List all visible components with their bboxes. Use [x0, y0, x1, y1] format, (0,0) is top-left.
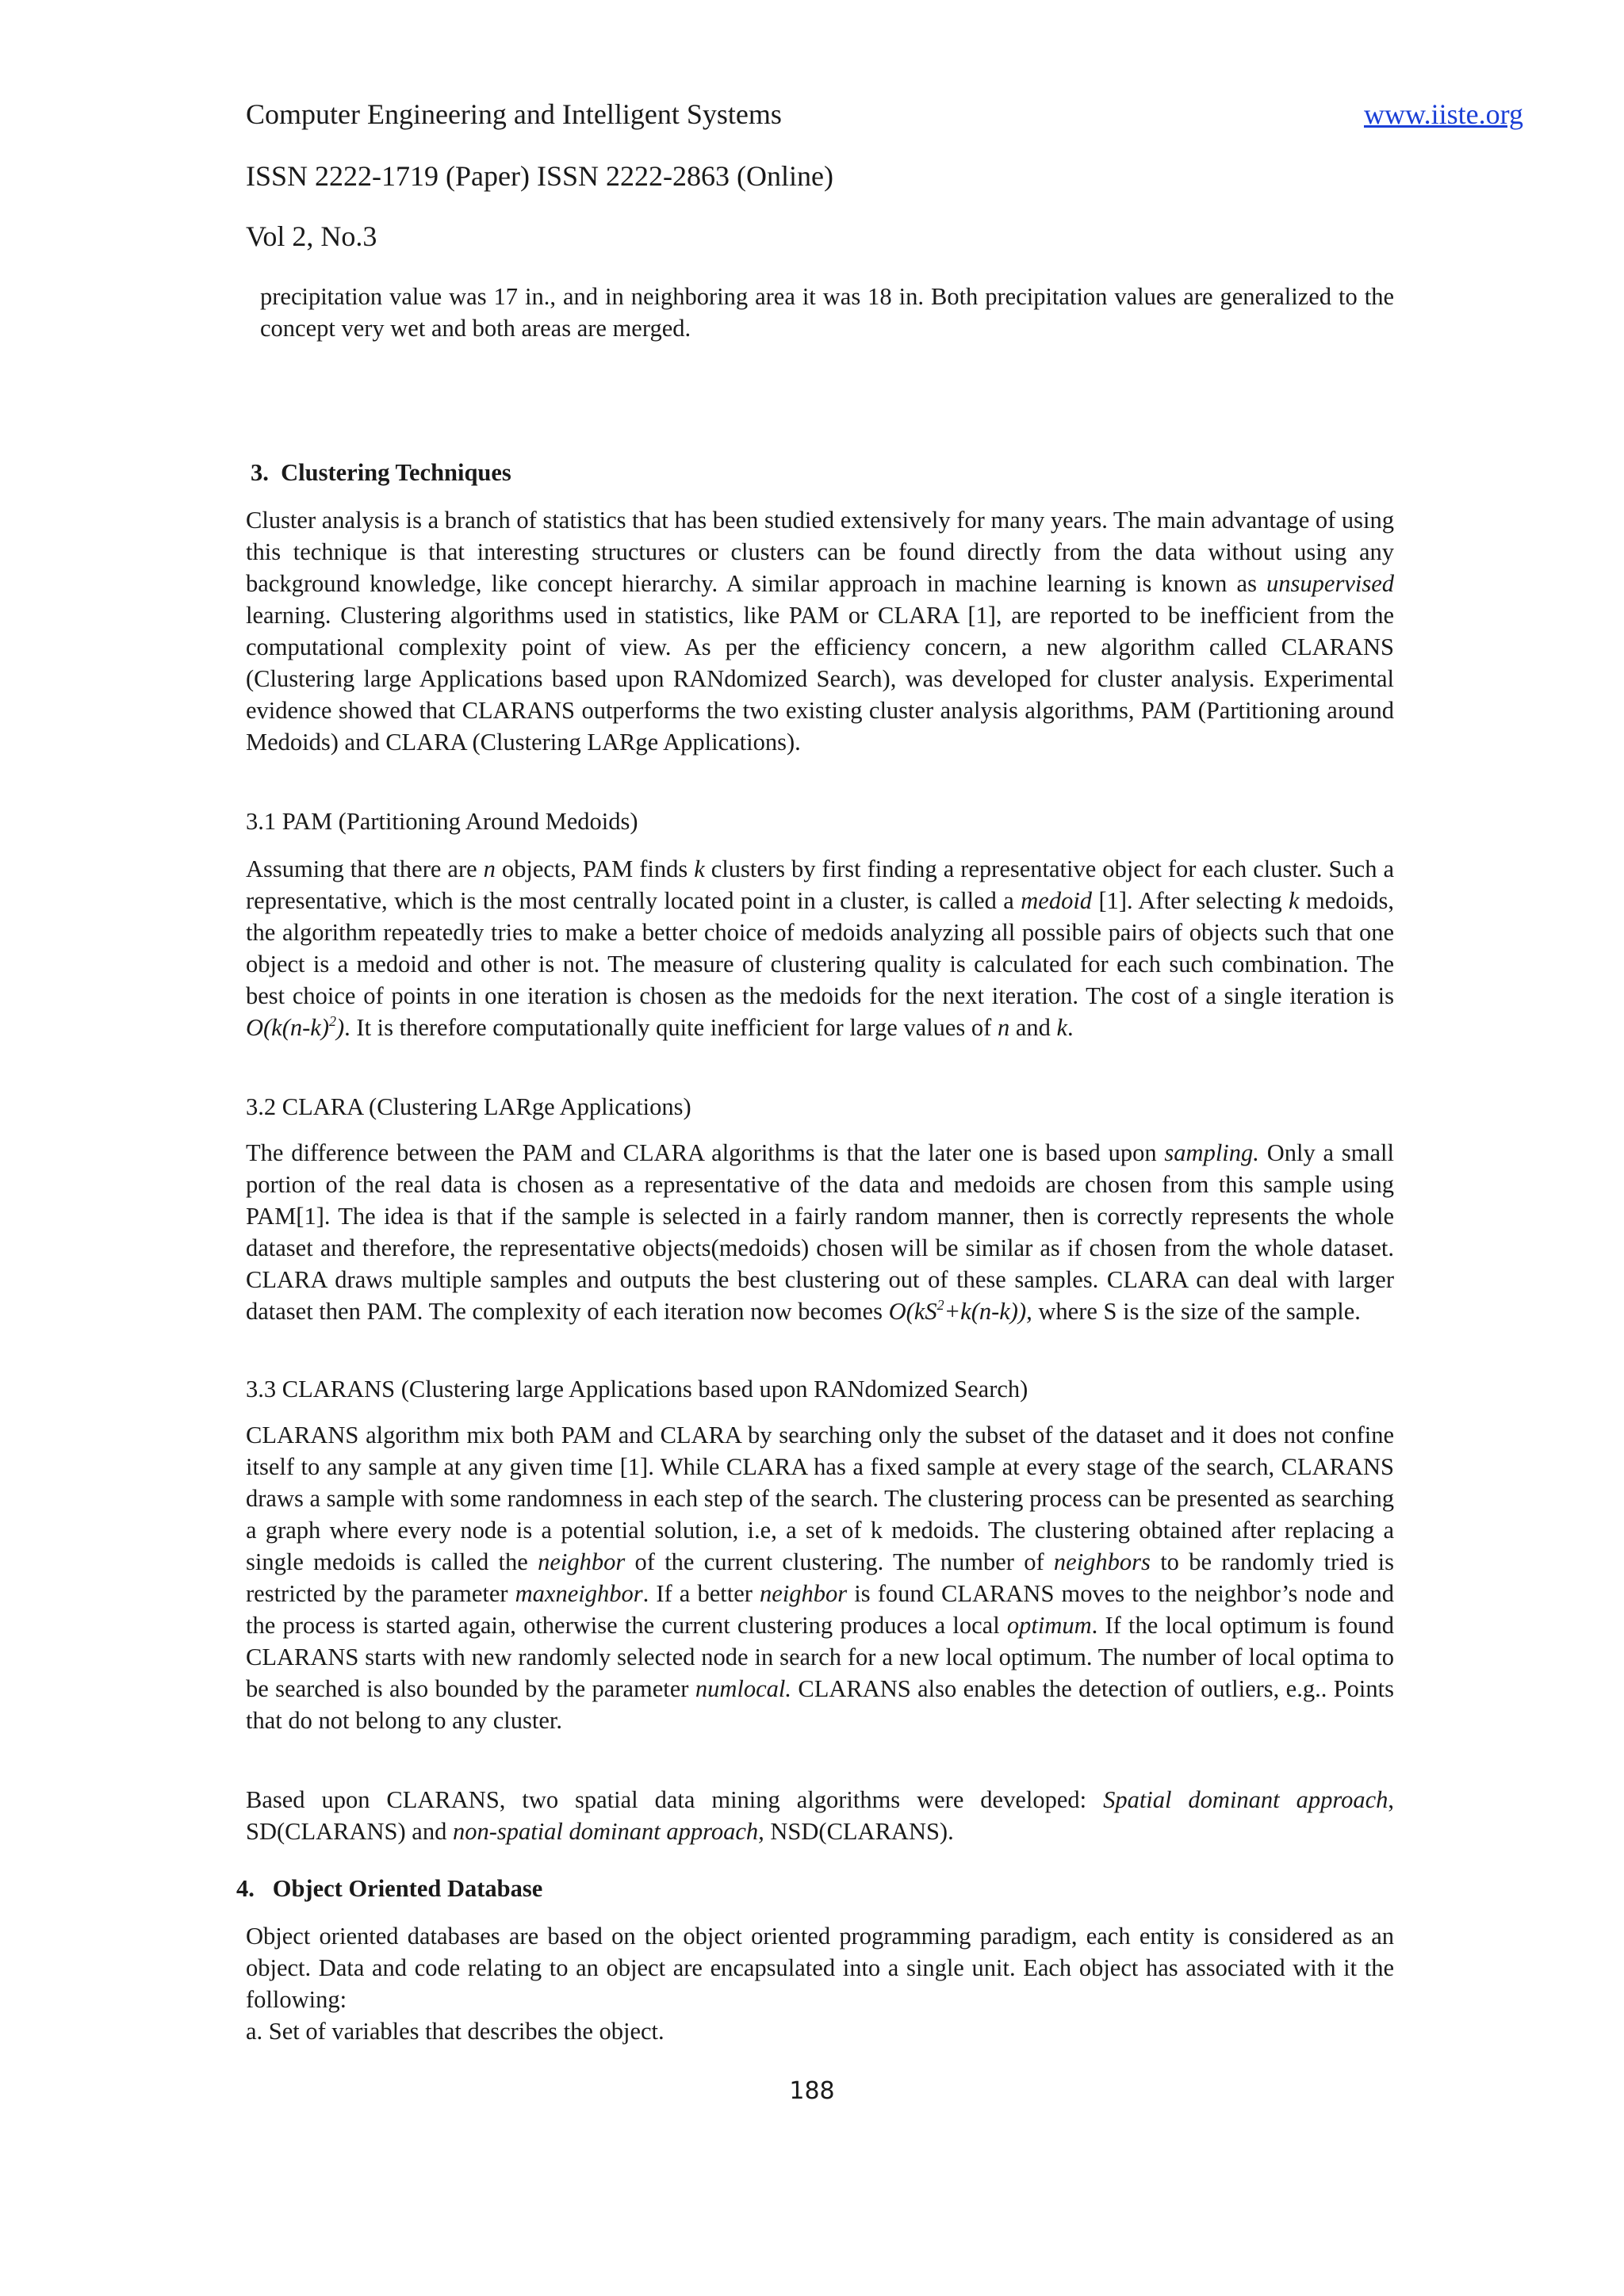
s33-text: . If the local optimum is found CLARANS starts with new randomly selected node in search for a new local optimum. The number of local optima to be searched is also bounded by the parameter [246, 1612, 1394, 1702]
section-3-number: 3. [251, 459, 269, 486]
s3-text-1: Cluster analysis is a branch of statistics that has been studied extensively for many years. The main advantage of using this technique is that interesting structures or clusters can be found directly from the data without using any background knowledge, like concept hierarchy. A similar approach in machine learning is known as [246, 507, 1394, 597]
s31-text: [1]. After selecting [1092, 887, 1289, 914]
s31-complexity-formula: $O(k(n-k)^2)$ [246, 1013, 345, 1041]
section-4-title: Object Oriented Database [272, 1875, 543, 1902]
s31-italic-k: k [1056, 1014, 1068, 1041]
journal-url-link[interactable]: www.iiste.org [1364, 98, 1523, 130]
intro-text: precipitation value was 17 in., and in neighboring area it was 18 in. Both precipitation values are generalized to the concept very wet and both areas are merged. [260, 283, 1394, 342]
s33-text: . If a better [642, 1580, 760, 1607]
s33-text: CLARANS algorithm mix both PAM and CLARA by searching only the subset of the dataset and it does not confine itself to any sample at any given time [1]. While CLARA has a fixed sample at every stage of the search, CLARANS draws a sample with some randomness in each step of the search. The clustering process can be presented as searching a graph where every node is a potential solution, i.e, a set of k medoids. The clustering obtained after replacing a single medoids is called the [246, 1422, 1394, 1575]
s33-italic-optimum: optimum [1006, 1612, 1092, 1639]
s3-italic-unsupervised: unsupervised [1266, 570, 1394, 597]
s4-text: Object oriented databases are based on the object oriented programming paradigm, each entity is considered as an object. Data and code relating to an object are encapsulated into a single unit. Each object has associated with it the following: [246, 1923, 1394, 2013]
subsection-3-2-paragraph [246, 1137, 1394, 1327]
s33-text: to be randomly tried is restricted by the parameter [246, 1548, 1395, 1607]
page-number: 188 [789, 2077, 835, 2105]
s31-italic-k: k [1289, 887, 1300, 914]
section-4-paragraph [246, 1920, 1394, 2015]
s33-italic-numlocal: numlocal. [695, 1675, 791, 1702]
subsection-3-1-heading: 3.1 PAM (Partitioning Around Medoids) [246, 808, 638, 835]
s33b-text: Based upon CLARANS, two spatial data mining algorithms were developed: [246, 1786, 1104, 1813]
s31-text: and [1009, 1014, 1057, 1041]
s32-text: The difference between the PAM and CLARA algorithms is that the later one is based upon [246, 1139, 1165, 1166]
s33-italic-neighbor: neighbor [538, 1548, 626, 1575]
s32-text: Only a small portion of the real data is chosen as a representative of the data and medoids are chosen from this sample using PAM[1]. The idea is that if the sample is selected in a fairly random manner, then is correctly represents the whole dataset and therefore, the representative objects(medoids) chosen will be similar as if chosen from the whole dataset. CLARA draws multiple samples and outputs the best clustering out of these samples. CLARA can deal with larger dataset then PAM. The complexity of each iteration now becomes [246, 1139, 1394, 1325]
s31-text: . It is therefore computationally quite inefficient for large values of [344, 1014, 998, 1041]
s31-text: medoids, the algorithm repeatedly tries to make a better choice of medoids analyzing all possible pairs of objects such that one object is a medoid and other is not. The measure of clustering quality is calculated for each such combination. The best choice of points in one iteration is chosen as the medoids for the next iteration. The cost of a single iteration is [246, 887, 1394, 1009]
s33b-text: NSD(CLARANS). [764, 1818, 954, 1845]
list-item-a: a. Set of variables that describes the object. [246, 2018, 665, 2045]
s33b-italic-non-spatial-dominant: non-spatial dominant approach, [452, 1818, 764, 1845]
intro-paragraph [260, 281, 1394, 344]
s33-italic-neighbors: neighbors [1053, 1548, 1151, 1575]
s33b-text: , SD(CLARANS) and [246, 1786, 1394, 1845]
subsection-3-3-paragraph [246, 1419, 1394, 1736]
s33-text: is found CLARANS moves to the neighbor’s node and the process is started again, otherwise the current clustering produces a local [246, 1580, 1395, 1639]
s31-italic-n: n [483, 855, 496, 882]
subsection-3-3-heading: 3.3 CLARANS (Clustering large Applications based upon RANdomized Search) [246, 1376, 1028, 1402]
section-3-heading [251, 457, 511, 488]
s32-complexity-formula: $O(kS^2+k(n-k))$, [888, 1297, 1032, 1325]
s3-text-2: learning. Clustering algorithms used in statistics, like PAM or CLARA [1], are reported to be inefficient from the computational complexity point of view. As per the efficiency concern, a new algorithm called CLARANS (Clustering large Applications based upon RANdomized Search), was developed for cluster analysis. Experimental evidence showed that CLARANS outperforms the two existing cluster analysis algorithms, PAM (Partitioning around Medoids) and CLARA (Clustering LARge Applications). [246, 602, 1394, 756]
issn-line: ISSN 2222-1719 (Paper) ISSN 2222-2863 (Online) [246, 160, 833, 192]
s31-italic-k: k [694, 855, 705, 882]
s33-text: CLARANS also enables the detection of outliers, e.g.. Points that do not belong to any cluster. [246, 1675, 1394, 1734]
s31-text: . [1067, 1014, 1074, 1041]
section-3-paragraph [246, 504, 1394, 758]
subsection-3-1-paragraph [246, 853, 1394, 1043]
s31-italic-medoid: medoid [1021, 887, 1093, 914]
clarans-algorithms-paragraph [246, 1784, 1394, 1847]
subsection-3-2-heading: 3.2 CLARA (Clustering LARge Applications) [246, 1093, 691, 1120]
s31-text: objects, PAM finds [495, 855, 695, 882]
s31-text: Assuming that there are [246, 855, 484, 882]
volume-line: Vol 2, No.3 [246, 220, 377, 252]
s33-text: of the current clustering. The number of [625, 1548, 1054, 1575]
s32-italic-sampling: sampling. [1164, 1139, 1259, 1166]
section-4-heading [236, 1873, 542, 1904]
section-4-number: 4. [236, 1875, 255, 1902]
journal-title: Computer Engineering and Intelligent Systems [246, 98, 782, 130]
s31-text: clusters by first finding a representative object for each cluster. Such a representative, which is the most centrally located point in a cluster, is called a [246, 855, 1394, 914]
s32-text: where S is the size of the sample. [1032, 1298, 1361, 1325]
s33-italic-maxneighbor: maxneighbor [515, 1580, 643, 1607]
section-3-title: Clustering Techniques [281, 459, 511, 486]
s33b-italic-spatial-dominant: Spatial dominant approach [1103, 1786, 1388, 1813]
s33-italic-neighbor: neighbor [760, 1580, 848, 1607]
s31-italic-n: n [997, 1014, 1010, 1041]
